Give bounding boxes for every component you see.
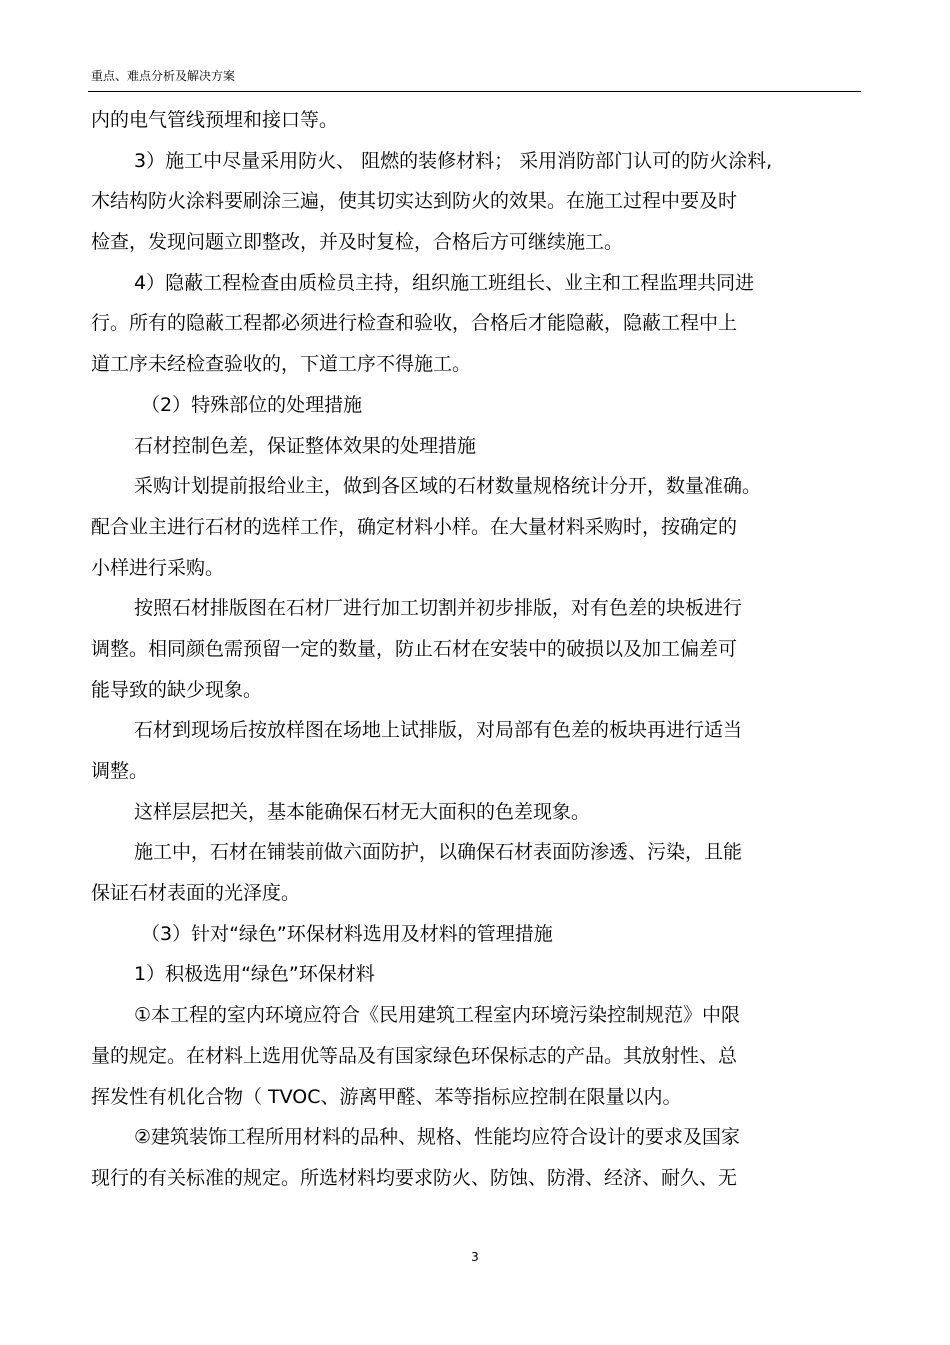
text-line: 检查，发现问题立即整改，并及时复检，合格后方可继续施工。 [91, 231, 624, 254]
text-line: 施工中，石材在铺装前做六面防护，以确保石材表面防渗透、污染，且能 [134, 841, 743, 864]
subsection-heading: 1）积极选用“绿色”环保材料 [134, 963, 375, 986]
text-line: 3）施工中尽量采用防火、 阻燃的装修材料； 采用消防部门认可的防火涂料, [134, 149, 773, 172]
text-line: 配合业主进行石材的选样工作，确定材料小样。在大量材料采购时，按确定的 [91, 515, 738, 538]
section-heading: （3）针对“绿色”环保材料选用及材料的管理措施 [141, 922, 553, 945]
body-text [91, 100, 863, 1199]
text-line: 能导致的缺少现象。 [91, 678, 263, 701]
text-line: 石材控制色差，保证整体效果的处理措施 [134, 434, 477, 457]
text-line: ②建筑装饰工程所用材料的品种、规格、性能均应符合设计的要求及国家 [134, 1126, 741, 1149]
text-line: ①本工程的室内环境应符合《民用建筑工程室内环境污染控制规范》中限 [134, 1004, 741, 1027]
text-line: 量的规定。在材料上选用优等品及有国家绿色环保标志的产品。其放射性、总 [91, 1044, 738, 1067]
section-heading: （2）特殊部位的处理措施 [141, 393, 363, 416]
text-line: 小样进行采购。 [91, 556, 225, 579]
text-line: 这样层层把关，基本能确保石材无大面积的色差现象。 [134, 800, 591, 823]
text-line: 保证石材表面的光泽度。 [91, 882, 301, 905]
text-line: 采购计划提前报给业主，做到各区域的石材数量规格统计分开，数量准确。 [134, 475, 762, 498]
page-number: 3 [471, 1250, 479, 1264]
text-line: 调整。相同颜色需预留一定的数量，防止石材在安装中的破损以及加工偏差可 [91, 637, 738, 660]
header-divider [88, 91, 861, 92]
text-line: 挥发性有机化合物（ TVOC、游离甲醛、苯等指标应控制在限量以内。 [91, 1085, 682, 1108]
text-line: 4）隐蔽工程检查由质检员主持，组织施工班组长、业主和工程监理共同进 [134, 271, 755, 294]
text-line: 石材到现场后按放样图在场地上试排版，对局部有色差的板块再进行适当 [134, 719, 743, 742]
text-line: 木结构防火涂料要刷涂三遍，使其切实达到防火的效果。在施工过程中要及时 [91, 190, 738, 213]
text-line: 道工序未经检查验收的，下道工序不得施工。 [91, 353, 472, 376]
text-line: 内的电气管线预埋和接口等。 [91, 109, 339, 131]
text-line: 按照石材排版图在石材厂进行加工切割并初步排版，对有色差的块板进行 [134, 597, 743, 620]
text-line: 现行的有关标准的规定。所选材料均要求防火、防蚀、防滑、经济、耐久、无 [91, 1166, 738, 1189]
running-header: 重点、难点分析及解决方案 [91, 69, 236, 83]
text-line: 调整。 [91, 760, 149, 782]
text-line: 行。所有的隐蔽工程都必须进行检查和验收，合格后才能隐蔽，隐蔽工程中上 [91, 312, 738, 335]
